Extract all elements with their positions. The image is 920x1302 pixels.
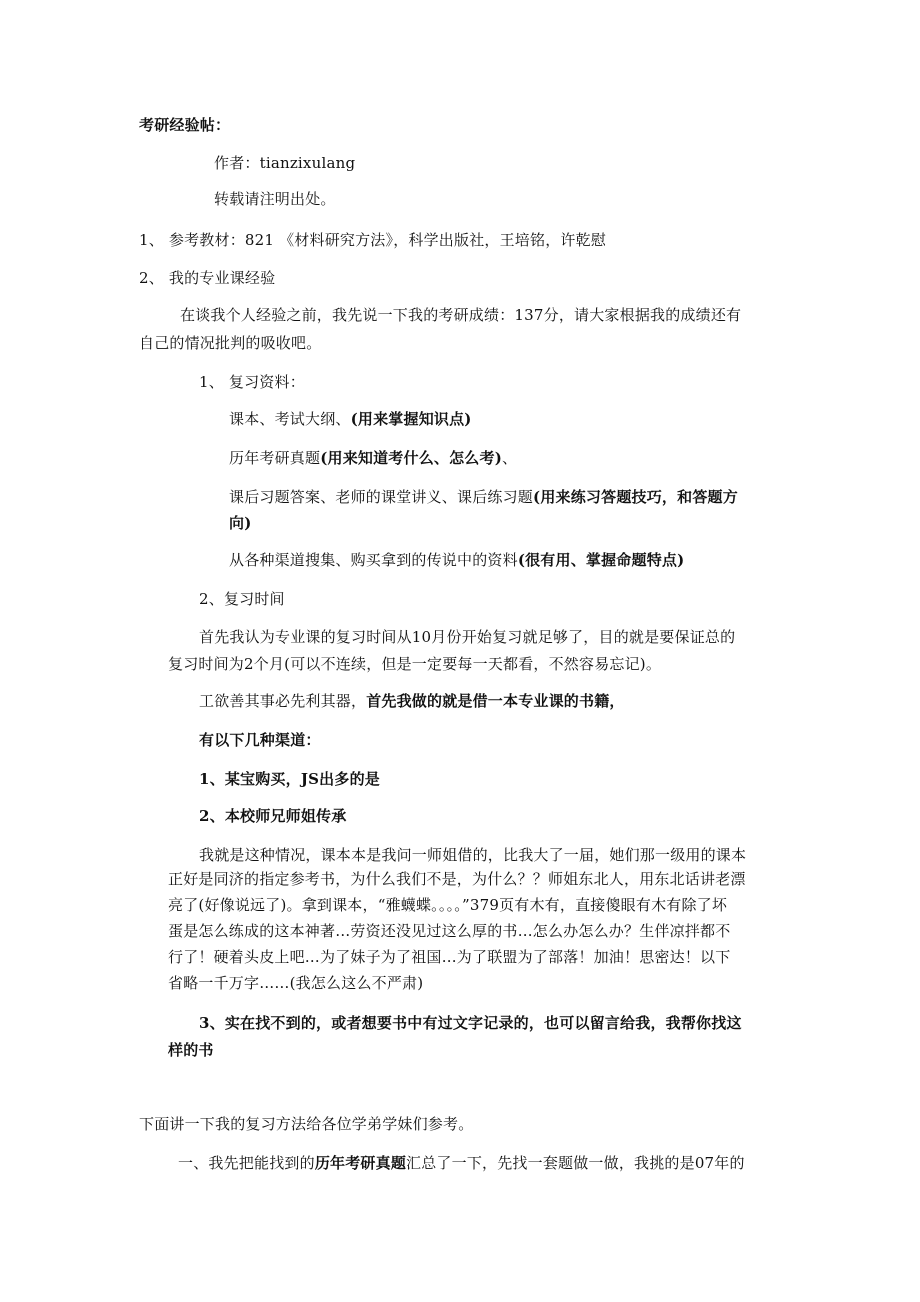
method-intro: 下面讲一下我的复习方法给各位学弟学妹们参考。: [139, 1115, 474, 1133]
material-4-note: (很有用、掌握命题特点): [517, 551, 685, 569]
channel-2: 2、本校师兄师姐传承: [199, 807, 347, 825]
story-line-6: 省略一千万字……(我怎么这么不严肃): [168, 974, 424, 992]
doc-title: 考研经验帖：: [139, 116, 231, 134]
repost-note: 转载请注明出处。: [214, 190, 336, 208]
method-1-bold: 历年考研真题: [314, 1154, 407, 1172]
story-line-1: 我就是这种情况，课本本是我问一师姐借的，比我大了一届，她们那一级用的课本: [199, 846, 747, 864]
channel-3-line-1: 3、实在找不到的，或者想要书中有过文字记录的，也可以留言给我，我帮你找这: [199, 1014, 742, 1032]
channel-3-line-2: 样的书: [168, 1041, 214, 1059]
author-line: 作者：tianzixulang: [214, 154, 356, 172]
tools-text: 工欲善其事必先利其器，: [199, 692, 367, 710]
material-3-note-cont: 向): [229, 514, 252, 532]
intro-line-2: 自己的情况批判的吸收吧。: [139, 334, 322, 352]
story-line-4: 蛋是怎么练成的这本神著…劳资还没见过这么厚的书…怎么办怎么办？生伴凉拌都不: [168, 922, 731, 940]
item-1-textbook: 1、 参考教材：821 《材料研究方法》，科学出版社，王培铭，许乾慰: [139, 231, 607, 249]
tools-bold: 首先我做的就是借一本专业课的书籍，: [366, 692, 625, 710]
tools-line: [199, 691, 625, 711]
time-line-2: 复习时间为2个月(可以不连续，但是一定要每一天都看，不然容易忘记)。: [168, 655, 662, 673]
channels-heading: 有以下几种渠道：: [199, 731, 321, 749]
material-2-text: 历年考研真题: [229, 449, 321, 467]
intro-line-1: 在谈我个人经验之前，我先说一下我的考研成绩：137分，请大家根据我的成绩还有: [180, 306, 742, 324]
material-3-note: (用来练习答题技巧，和答题方: [533, 488, 738, 506]
material-3: [229, 487, 738, 507]
section-1-heading: 1、 复习资料：: [199, 373, 305, 391]
material-4: [229, 550, 684, 570]
material-1: [229, 409, 472, 429]
material-2: [229, 448, 517, 468]
section-2-heading: 2、复习时间: [199, 590, 285, 608]
method-1-line: [178, 1153, 745, 1173]
item-2-heading: 2、 我的专业课经验: [139, 269, 276, 287]
material-4-text: 从各种渠道搜集、购买拿到的传说中的资料: [229, 551, 518, 569]
method-1-post: 汇总了一下，先找一套题做一做，我挑的是07年的: [406, 1154, 745, 1172]
method-1-pre: 一、我先把能找到的: [178, 1154, 315, 1172]
story-line-5: 行了！硬着头皮上吧…为了妹子为了祖国…为了联盟为了部落！加油！思密达！以下: [168, 948, 731, 966]
story-line-3: 亮了(好像说远了)。拿到课本，“雅蠛蝶。。。。”379页有木有，直接傻眼有木有除了坏: [168, 896, 728, 914]
channel-1: 1、某宝购买，JS出多的是: [199, 770, 380, 788]
material-3-text: 课后习题答案、老师的课堂讲义、课后练习题: [229, 488, 534, 506]
material-1-text: 课本、考试大纲、: [229, 410, 351, 428]
material-2-note: (用来知道考什么、怎么考): [320, 449, 502, 467]
time-line-1: 首先我认为专业课的复习时间从10月份开始复习就足够了，目的就是要保证总的: [199, 628, 736, 646]
material-1-note: (用来掌握知识点): [350, 410, 472, 428]
material-2-tail: 、: [502, 449, 518, 467]
story-line-2: 正好是同济的指定参考书，为什么我们不是，为什么？？师姐东北人，用东北话讲老漂: [168, 870, 746, 888]
